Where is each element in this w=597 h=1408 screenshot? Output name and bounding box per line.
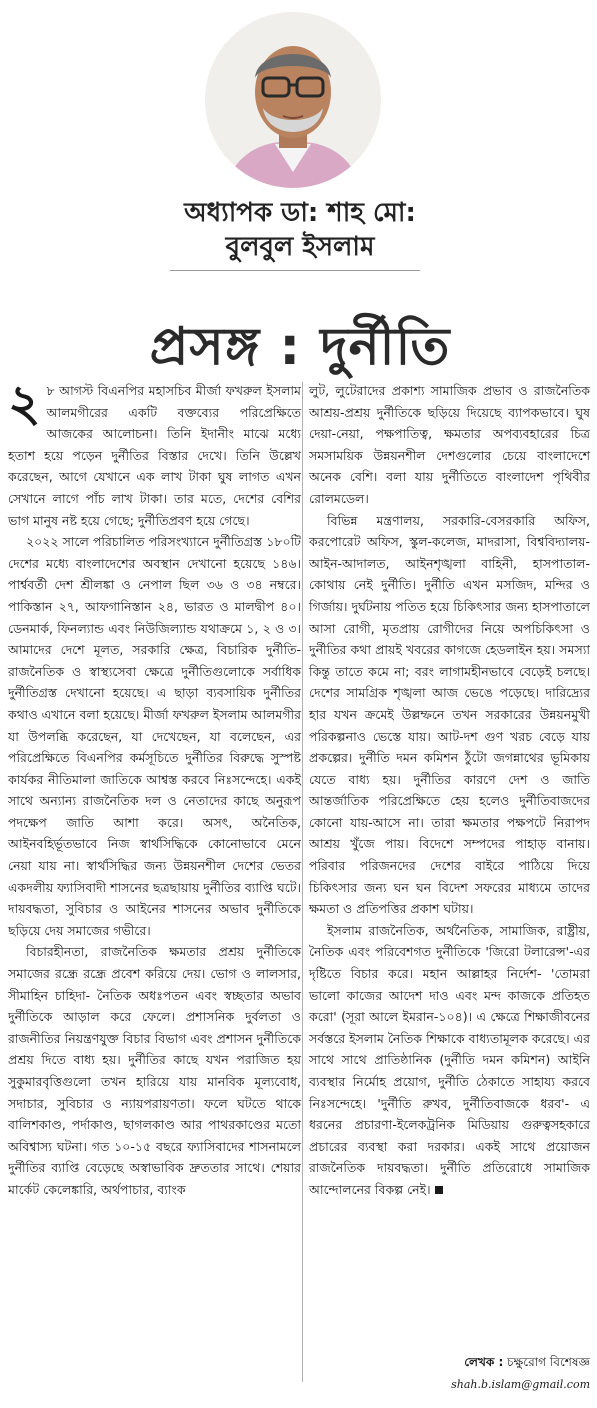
drop-cap: ২ — [8, 374, 41, 432]
paragraph-text: ৮ আগস্ট বিএনপির মহাসচিব মীর্জা ফখরুল ইসলাম আলমগীরের একটি বক্তব্যের পরিপ্রেক্ষিতে আজকের আলোচনা। তিনি ইদানীং মাঝে মধ্যে হতাশ হয়ে পড়েন দুর্নীতির বিস্তার দেখে। তিনি উল্লেখ করেছেন, আগে যেখানে এক লাখ টাকা ঘুষ লাগত এখন সেখানে লাগে পাঁচ লাখ টাকা। তার মতে, দেশের বেশির ভাগ মানুষ নষ্ট হয়ে গেছে; দুর্নীতিপ্রবণ হয়ে গেছে। — [8, 383, 301, 528]
article-paragraph: বিভিন্ন মন্ত্রণালয়, সরকারি-বেসরকারি অফিস, করপোরেট অফিস, স্কুল-কলেজ, মাদরাসা, বিশ্ববিদ্যালয়- আইন-আদালত, আইনশৃঙ্খলা বাহিনী, হাসপাতাল- কোথায় নেই দুর্নীতি। দুর্নীতি এখন মসজিদ, মন্দির ও গির্জায়। দুর্ঘটনায় পতিত হয়ে চিকিৎসার জন্য হাসপাতালে আসা রোগী, মৃতপ্রায় রোগীদের নিয়ে অপচিকিৎসা ও দুর্নীতির কথা প্রায়ই খবরের কাগজে হেডলাইন হয়। সমস্যা কিন্তু তাতে কমে না; বরং লাগামহীনভাবে বেড়েই চলছে। দেশের সামগ্রিক শৃঙ্খলা আজ ভেঙে পড়েছে। দারিদ্র্যের হার যখন ক্রমেই উল্লম্ফনে তখন সরকারের উন্নয়নমুখী পরিকল্পনাও ভেস্তে যায়। আট-দশ গুণ খরচ বেড়ে যায় প্রকল্পের। দুর্নীতি দমন কমিশন ঠুঁটো জগন্নাথের ভূমিকায় যেতে বাধ্য হয়। দুর্নীতির কারণে দেশ ও জাতি আন্তর্জাতিক পরিপ্রেক্ষিতে হেয় হলেও দুর্নীতিবাজদের কোনো যায়-আসে না। তারা ক্ষমতার পক্ষপটে নিরাপদ আশ্রয় খুঁজে পায়। বিদেশে সম্পদের পাহাড় বানায়। পরিবার পরিজনদের দেশের বাইরে পাঠিয়ে দিয়ে চিকিৎসার জন্য ঘন ঘন বিদেশ সফরের মাধ্যমে তাদের ক্ষমতা ও প্রতিপত্তির প্রকাশ ঘটায়। — [309, 512, 590, 917]
article-paragraph: বিচারহীনতা, রাজনৈতিক ক্ষমতার প্রশ্রয় দুর্নীতিকে সমাজের রন্ধ্রে রন্ধ্রে প্রবেশ করিয়ে দেয়। ভোগ ও লালসার, সীমাহিন চাহিদা- নৈতিক অধঃপতন এবং স্বচ্ছতার অভাব দুর্নীতিকে আড়াল করে ফেলে। প্রশাসনিক দুর্বলতা ও রাজনীতির নিয়ন্ত্রণযুক্ত বিচার বিভাগ এবং প্রশাসন দুর্নীতিকে প্রশ্রয় দিতে বাধ্য হয়। দুর্নীতির কাছে যখন পরাজিত হয় সুকুমারবৃত্তিগুলো তখন হারিয়ে যায় মানবিক মূল্যবোধ, সদাচার, সুবিচার ও ন্যায়পরায়ণতা। ফলে ঘটতে থাকে বালিশকাণ্ড, পর্দাকাণ্ড, ছাগলকাণ্ড আর পাথরকাণ্ডের মতো অবিশ্বাস্য ঘটনা। গত ১০-১৫ বছরে ফ্যাসিবাদের শাসনামলে দুর্নীতির ব্যাপ্তি বেড়েছে অস্বাভাবিক দ্রুততার সাথে। শেয়ার মার্কেট কেলেঙ্কারি, অর্থপাচার, ব্যাংক — [8, 944, 301, 1197]
author-email[interactable]: shah.b.islam@gmail.com — [451, 1378, 590, 1391]
author-name-line1: অধ্যাপক ডা: শাহ মো: — [184, 198, 416, 228]
paragraph-text: ইসলাম রাজনৈতিক, অর্থনৈতিক, সামাজিক, রাষ্ট্রীয়, নৈতিক এবং পরিবেশগত দুর্নীতিকে 'জিরো টলারেন্স'-এর দৃষ্টিতে বিচার করে। মহান আল্লাহর নির্দেশ- 'তোমরা ভালো কাজের আদেশ দাও এবং মন্দ কাজকে প্রতিহত করো' (সূরা আলে ইমরান-১০৪)। এ ক্ষেত্রে শিক্ষাজীবনের সর্বস্তরে ইসলাম নৈতিক শিক্ষাকে বাধ্যতামূলক করেছে। এর সাথে সাথে প্রাতিষ্ঠানিক (দুর্নীতি দমন কমিশন) আইনি ব্যবস্থার নির্মোহ প্রয়োগ, দুর্নীতি ঠেকাতে সাহায্য করবে নিঃসন্দেহে। 'দুর্নীতি রুখব, দুর্নীতিবাজকে ধরব'- এ ধরনের প্রচারণা-ইলেকট্রনিক মিডিয়ায় গুরুত্বসহকারে প্রচারের ব্যবস্থা করা দরকার। একই সাথে প্রয়োজন রাজনৈতিক দায়বদ্ধতা। দুর্নীতি প্রতিরোধে সামাজিক আন্দোলনের বিকল্প নেই। — [309, 922, 590, 1197]
byline-label: লেখক : — [464, 1355, 504, 1369]
article-column-right — [309, 380, 590, 1201]
article-paragraph: ২০২২ সালে পরিচালিত পরিসংখ্যানে দুর্নীতিগ্রস্ত ১৮০টি দেশের মধ্যে বাংলাদেশের অবস্থান দেখানো হয়েছে ১৪৬। পার্শ্ববর্তী দেশ শ্রীলঙ্কা ও নেপাল ছিল ৩৬ ও ৩৪ নম্বরে। পাকিস্তান ২৭, আফগানিস্তান ২৪, ভারত ও মালদ্বীপ ৪০। ডেনমার্ক, ফিনল্যান্ড এবং নিউজিল্যান্ড যথাক্রমে ১, ২ ও ৩। আমাদের দেশে মূলত, সরকারি ক্ষেত্র, বিচারিক দুর্নীতি- রাজনৈতিক ও স্বাস্থ্যসেবা ক্ষেত্রে দুর্নীতিগুলোকে সর্বাধিক দুর্নীতিগ্রস্ত দেখানো হয়েছে। এ ছাড়া ব্যবসায়িক দুর্নীতির কথাও এখানে বলা হয়েছে। মীর্জা ফখরুল ইসলাম আলমগীর যা উপলব্ধি করেছেন, যা দেখেছেন, যা বলেছেন, এর পরিপ্রেক্ষিতে বিএনপির কর্মসূচিতে দুর্নীতির বিরুদ্ধে সুস্পষ্ট কার্যকর নীতিমালা জাতিকে আশ্বস্ত করবে নিঃসন্দেহে। একই সাথে অন্যান্য রাজনৈতিক দল ও নেতাদের কাছে অনুরূপ পদক্ষেপ জাতি আশা করে। অসৎ, অনৈতিক, আইনবহির্ভূতভাবে নিজ স্বার্থসিদ্ধিকে কোনোভাবে মেনে নেয়া যায় না। স্বার্থসিদ্ধির জন্য উন্নয়নশীল দেশের ভেতর একদলীয় ফ্যাসিবাদী শাসনের ছত্রছায়ায় দুর্নীতির ব্যাপ্তি ঘটে। দায়বদ্ধতা, সুবিচার ও আইনের শাসনের অভাব দুর্নীতিকে ছড়িয়ে দেয় সমাজের গভীরে। — [8, 534, 301, 938]
byline — [412, 1354, 590, 1374]
article-paragraph — [309, 920, 590, 1201]
author-name — [140, 196, 460, 264]
article-column-left — [8, 374, 301, 1201]
author-name-line2: বুলবুল ইসলাম — [225, 232, 375, 262]
column-divider — [302, 382, 303, 1382]
author-portrait — [205, 12, 381, 188]
byline-role: চক্ষুরোগ বিশেষজ্ঞ — [507, 1355, 590, 1369]
divider — [170, 270, 420, 271]
article-paragraph — [8, 374, 301, 531]
article-headline: প্রসঙ্গ : দুর্নীতি — [149, 317, 451, 377]
end-square-icon — [435, 1186, 443, 1194]
author-portrait-icon — [205, 12, 381, 188]
article-paragraph: লুট, লুটেরাদের প্রকাশ্য সামাজিক প্রভাব ও রাজনৈতিক আশ্রয়-প্রশ্রয় দুর্নীতিকে ছড়িয়ে দিয়েছে ব্যাপকভাবে। ঘুষ দেয়া-নেয়া, পক্ষপাতিত্ব, ক্ষমতার অপব্যবহারের চিত্র সমসাময়িক উন্নয়নশীল দেশগুলোর চেয়ে বাংলাদেশে অনেক বেশি। বলা যায় দুর্নীতিতে বাংলাদেশ পৃথিবীর রোলমডেল। — [309, 383, 590, 506]
